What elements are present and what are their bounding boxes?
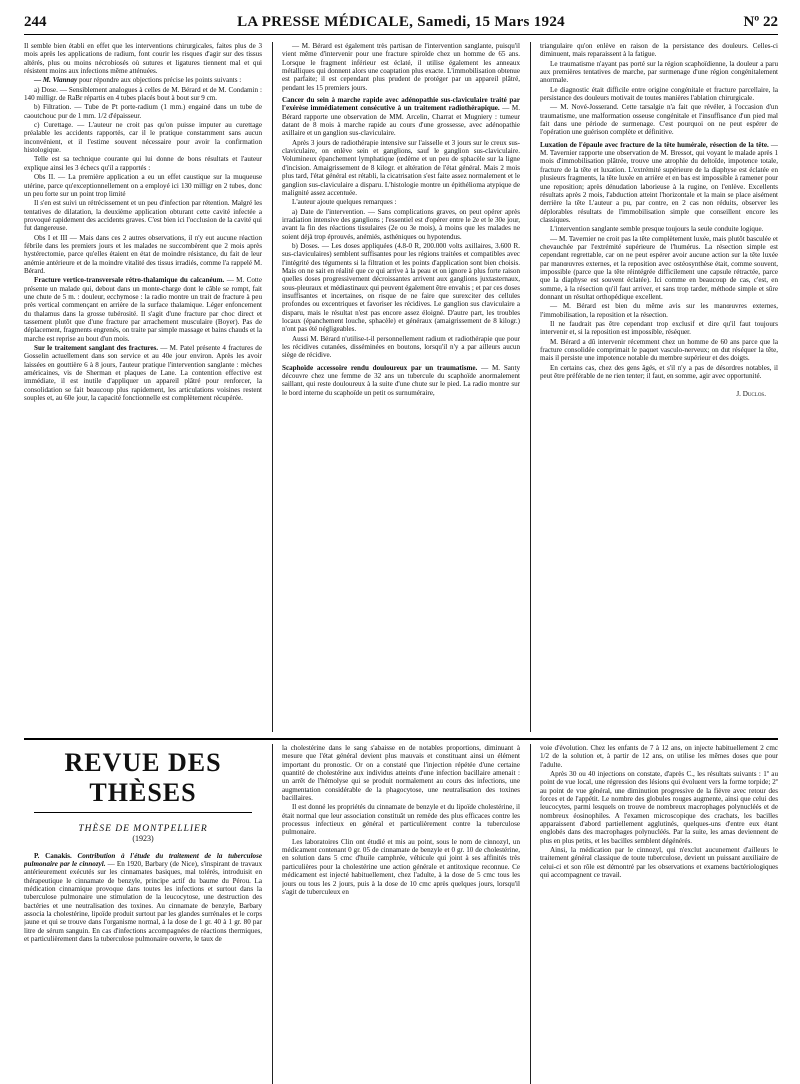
- column-divider: [272, 42, 273, 732]
- thesis-entry: [24, 852, 262, 944]
- paragraph: Obs I et III — Mais dans ces 2 autres observations, il n'y eut aucune réaction fébrile dans les premiers jours et les malades ne succombèrent que 2 mois après hystérectomie, parce qu'elles étaient en état de moindre résistance, du fait de leur anémie antérieure et de la moindre vitalité des tissus irradiés, comme l'a rappelé M. Bérard.: [24, 233, 262, 275]
- column-2: [282, 42, 520, 732]
- paragraph-text: — M. Santy découvre chez une femme de 32 ans un tubercule du scaphoïde anormalement saillant, qui reste douloureux à la suite d'une chute sur le pied. La radio montre sur le bord interne du scaphoïde un petit os surnuméraire,: [282, 363, 520, 397]
- paragraph: a) Dose. — Sensiblement analogues à celles de M. Bérard et de M. Condamin : 140 milligr. de RaBr répartis en 4 tubes placés bout à bout sur 9 cm.: [24, 85, 262, 103]
- paragraph: Ainsi, la médication par le cinnozyl, qui n'exclut aucunement d'ailleurs le traitement général classique de toute tuberculose, devient un puissant auxiliaire de celui-ci et son rôle est démontré par les observations et examens bactériologiques qui accompagnent ce travail.: [540, 846, 778, 880]
- section-heading: Scaphoïde accessoire rendu douloureux par un traumatisme.: [282, 363, 478, 372]
- paragraph: Après 30 ou 40 injections on constate, d'après C., les résultats suivants : 1º au point de vue local, une régression des lésions qui évoluent vers la forme torpide; 2º au point de vue général, une diminution progressive de la fièvre avec retour des forces et de l'appétit. Le nombre des globules rouges augmente, ainsi que celui des leucocytes, parmi lesquels on trouve de nombreux macrophages polynucléés et de nombreux éosinophiles. A l'examen microscopique des crachats, les bacilles apparaissent d'abord partiellement agglutinés, quelques-uns d'entre eux étant englobés dans des macrophages polynucléés. Par la suite, les amas deviennent de plus en plus petits, et les bacilles semblent dégénérés.: [540, 770, 778, 845]
- paragraph: Le diagnostic était difficile entre origine congénitale et fracture parcellaire, la persistance des douleurs motivait de toutes manières l'ablation chirurgicale.: [540, 85, 778, 103]
- speaker-name: — M. Viannay: [34, 76, 78, 85]
- section-paragraph: [540, 141, 778, 224]
- paragraph: Après 3 jours de radiothérapie intensive sur l'aisselle et 3 jours sur le creux sus-claviculaire, on enlève sein et ganglions, sauf le ganglion sus-claviculaire. Volumineux épanchement lymphatique (œdème et un peu de sphacèle sur la ligne d'incision. Amaigrissement de 8 kilogr. et altération de l'état général. Mais 2 mois plus tard, l'état général est rétabli, la cicatrisation s'est faite assez normalement et le ganglion sus-claviculaire a disparu. L'histologie montre un épithélioma atypique de malignité assez accentuée.: [282, 138, 520, 197]
- paragraph-text: pour répondre aux objections précise les points suivants :: [77, 76, 242, 85]
- section-separator: [24, 738, 778, 742]
- theses-column-2: [282, 744, 520, 1084]
- paragraph: triangulaire qu'on enlève en raison de la persistance des douleurs. Celles-ci diminuent, mais reparaissent à la fatigue.: [540, 42, 778, 59]
- paragraph: Il ne faudrait pas être cependant trop exclusif et dire qu'il faut toujours intervenir et, si la reposition est impossible, réséquer.: [540, 320, 778, 337]
- paragraph-text: — En 1920, Barbary (de Nice), s'inspirant de travaux antérieurement exécutés sur les cinnamates basiques, mal tolérés, introduisit en thérapeutique le cinnamate de benzyle, principe actif du baume du Pérou. La médication cinnamique provoque dans toutes les infections et surtout dans la tuberculose pulmonaire une stimulation de la leucocytose, une destruction des bactéries et une neutralisation des toxines. Au cinnamate de benzyle, Barbary associa la cholestérine, lipoïde produit surtout par les glandes surrénales et le corps jaune et qui se trouve dans l'organisme normal, à la dose de 1 gr. 40 à 1 gr. 80 par litre de sérum sanguin. En cas d'infections accompagnées de réactions thermiques, et particulièrement dans la tuberculose pulmonaire ouverte, le taux de: [24, 860, 262, 944]
- column-divider: [530, 42, 531, 732]
- paragraph: a) Date de l'intervention. — Sans complications graves, on peut opérer après irradiation intensive des ganglions ; l'essentiel est d'opérer entre le 2e et le 30e jour, avant la fin des réactions tissulaires (2e ou 3e mois), à moins que les malades ne soient déjà trop éprouvés, anémiés, asthéniques ou hypotendus.: [282, 207, 520, 241]
- paragraph: Il semble bien établi en effet que les interventions chirurgicales, faites plus de 3 mois après les applications de radium, font courir les risques d'agir sur des tissus altérés, plus ou moins nécrobiosés où sutures et ligatures tiennent mal et qui résistent moins aux infections même atténuées.: [24, 42, 262, 76]
- section-paragraph: [24, 344, 262, 402]
- paragraph-text: — M. Patel présente 4 fractures de Gosselin actuellement dans son service et au 40e jour environ. Après les avoir laissées en gouttière 6 à 8 jours, l'auteur pratique l'intervention sanglante : mèches américaines, vis de Sherman et plaques de Lane. La contention effective est immédiate, il est inutile d'appliquer un appareil plâtré pour renforcer, la consolidation se fait beaucoup plus rapidement, les articulations voisines restent souples et, au 60e jour, la capacité fonctionnelle est complètement récupérée.: [24, 344, 262, 403]
- paragraph: [24, 76, 262, 84]
- theses-column-3: [540, 744, 778, 1084]
- paragraph: En certains cas, chez des gens âgés, et s'il n'y a pas de désordres notables, il peut être préférable de ne rien tenter; il faut, en somme, agir avec opportunité.: [540, 363, 778, 381]
- paragraph-text: — M. Bérard rapporte une observation de MM. Arcelin, Charrat et Mugniery : tumeur datant de 8 mois à marche rapide au cours d'une grossesse, avec adénopathie axillaire et un ganglion sus-claviculaire.: [282, 104, 520, 138]
- paragraph: Le traumatisme n'ayant pas porté sur la région scaphoïdienne, la douleur a paru aux premières tentatives de marche, par surmenage d'une région congénitalement anormale.: [540, 59, 778, 85]
- page-number: 244: [24, 14, 47, 30]
- author-signature: J. Duclos.: [736, 390, 766, 399]
- paragraph: Obs II. — La première application a eu un effet caustique sur la muqueuse utérine, parce qu'exceptionnellement on a employé ici 130 milligr en 2 tubes, donc un peu forte sur un point trop limité: [24, 173, 262, 198]
- section-paragraph: [282, 364, 520, 397]
- paragraph: voie d'évolution. Chez les enfants de 7 à 12 ans, on injecte habituellement 2 cmc 1/2 de la solution et, à partir de 12 ans, on utilise les mêmes doses que pour l'adulte.: [540, 744, 778, 769]
- issue-number: Nº 22: [743, 14, 778, 30]
- page-header: [24, 12, 778, 35]
- article-columns: [24, 42, 778, 732]
- journal-title: LA PRESSE MÉDICALE, Samedi, 15 Mars 1924: [237, 14, 565, 30]
- paragraph: — M. Bérard est également très partisan de l'intervention sanglante, puisqu'il vient même d'intervenir pour une fracture spiroïde chez un homme de 65 ans. Lorsque le fragment inférieur est éclaté, il utilise également les anneaux métalliques qui donnent alors une coaptation plus exacte. L'immobilisation obtenue est parfaite; il est cependant plus prudent de protéger par un appareil plâtré, pendant les 15 premiers jours.: [282, 42, 520, 92]
- thesis-heading: THÈSE DE MONTPELLIER: [78, 824, 208, 834]
- paragraph: Telle est sa technique courante qui lui donne de bons résultats et l'auteur explique ainsi les 3 échecs qu'il a rapportés :: [24, 155, 262, 172]
- thesis-author: P. Canakis.: [34, 851, 72, 860]
- title-rule: [34, 812, 252, 813]
- column-divider: [530, 744, 531, 1084]
- column-3: [540, 42, 778, 732]
- paragraph: Il s'en est suivi un rétrécissement et un peu d'infection par rétention. Malgré les tentatives de dilatation, la deuxième application obturant cette cavité infectée a provoqué rapidement des accidents graves. C'est bien ici l'occlusion de la cavité qui fut dangereuse.: [24, 199, 262, 233]
- paragraph-text: — M. Cotte présente un malade qui, debout dans un monte-charge dont le câble se rompt, fait une chute de 5 m. : douleur, ecchymose : la radio montre un trait de fracture à peu près vertical commençant en arrière de la surface thalamique. Léger enfoncement du thalamus dans la grosse tubérosité. Il s'agit d'une fracture par choc direct et tassement plutôt que d'une fracture par arrachement musculaire (Boyer). Pas de déplacement, fragments engrenés, on traite par simple massage et bains chauds et la marche est reprise au bout d'un mois.: [24, 276, 262, 343]
- thesis-title: Contribution à l'étude du traitement de la tuberculose pulmonaire par le cinnozyl.: [24, 851, 262, 869]
- section-heading: Fracture vertico-transversale rétro-thalamique du calcanéum.: [34, 276, 225, 285]
- paragraph: Il est donné les propriétés du cinnamate de benzyle et du lipoïde cholestérine, il était normal que leur association constituât un remède des plus efficaces contre les processus infectieux en général et particulièrement contre la tuberculose pulmonaire.: [282, 803, 520, 837]
- paragraph: L'intervention sanglante semble presque toujours la seule conduite logique.: [550, 225, 764, 234]
- section-heading: Sur le traitement sanglant des fractures.: [34, 344, 159, 353]
- paragraph-text: — M. Tavernier rapporte une observation de M. Bressot, qui voyant le malade après 1 mois d'immobilisation plâtrée, trouve une atrophie du deltoïde, impotence totale, fracture de la tête et luxation. L'extrémité supérieure de la diaphyse est éclatée en plusieurs fragments, la tête luxée en arrière et en bas est impossible à ramener pour une reposition; après dénudation laborieuse à la rugine, on l'enlève. Excellents résultats après 2 mois, l'abduction atteint l'horizontale et la main se place aisément derrière la tête L'auteur a pu, par contre, en 2 cas non réduits, observer les déplorables résultats de l'immobilisation simple que conseillent encore les classiques.: [540, 140, 778, 224]
- paragraph: Aussi M. Bérard n'utilise-t-il personnellement radium et radiothérapie que pour les récidives cutanées, disséminées en boutons, lorsqu'il n'y a par ailleurs aucun siège de récidive.: [282, 334, 520, 360]
- paragraph: Les laboratoires Clin ont étudié et mis au point, sous le nom de cinnozyl, un médicament contenant 0 gr. 05 de cinnamate de benzyle et 0 gr. 10 de cholestérine, en solution dans 5 cmc d'huile camphrée, véhicule qui joint à ses affinités très particulières pour la cholestérine une action générale et antitoxique reconnue. Ce médicament est injecté habituellement, chez l'adulte, à la dose de 5 cmc tous les jours ou tous les 2 jours, puis à la dose de 10 cmc après quelques jours, lorsqu'il s'agit de tuberculeux en: [282, 837, 520, 896]
- section-heading: Cancer du sein à marche rapide avec adénopathie sus-claviculaire traité par l'exérèse immédiatement consécutive à un traitement radiothérapique.: [282, 96, 520, 113]
- section-paragraph: [282, 96, 520, 138]
- paragraph: — M. Nové-Josserand. Cette tarsalgie n'a fait que révéler, à l'occasion d'un traumatisme, une malformation osseuse congénitale et l'insuffisance d'un pied mal fait dans une période de surmenage. C'est pourquoi on ne peut espérer de l'opération une guérison complète et définitive.: [540, 103, 778, 137]
- paragraph: b) Filtration. — Tube de Pt porte-radium (1 mm.) engainé dans un tube de caoutchouc pur de 1 mm. 1/2 d'épaisseur.: [24, 103, 262, 120]
- paragraph: la cholestérine dans le sang s'abaisse en de notables proportions, diminuant à mesure que l'état général devient plus mauvais et constituant ainsi un élément important du pronostic. Or on a constaté que l'injection répétée d'une certaine quantité de cholestérine aux individus atteints d'une infection bacillaire amenait : un arrêt de l'hémolyse qui se produit normalement au cours des infections, une augmentation considérable de la phagocytose, une neutralisation des toxines bacillaires.: [282, 744, 520, 803]
- section-paragraph: [24, 276, 262, 343]
- paragraph: L'auteur ajoute quelques remarques :: [292, 198, 397, 207]
- theses-section: [24, 744, 778, 1084]
- theses-column-1: [24, 744, 262, 1084]
- paragraph: — M. Tavernier ne croit pas la tête complètement luxée, mais plutôt basculée et chevauchée par l'extrémité supérieure de l'humérus. La résection simple est cependant regrettable, car on ne peut espérer avoir aucune action sur la tête luxée par manœuvres externes, et la reposition avec ostéosynthèse était, comme souvent, impossible (parce que la tête réintégrée difficilement une capsule rétractée, parce que la diaphyse est souvent éclatée). Ici comme en beaucoup de cas, c'est, en somme, à la résection qu'il faut arriver, et sans trop tarder, méthode simple et sûre donnant un résultat orthopédique excellent.: [540, 234, 778, 301]
- column-1: [24, 42, 262, 732]
- section-title: REVUE DES THÈSES: [64, 748, 222, 807]
- journal-page: [24, 12, 778, 944]
- paragraph: — M. Bérard est bien du même avis sur les manœuvres externes, l'immobilisation, la reposition et la résection.: [540, 302, 778, 319]
- paragraph: M. Bérard a dû intervenir récemment chez un homme de 60 ans parce que la fracture consolidée comprimait le paquet vasculo-nerveux; on dut réséquer la tête, mais il persiste une impotence notable du membre supérieur et des doigts.: [540, 337, 778, 363]
- section-heading: Luxation de l'épaule avec fracture de la tête humérale, résection de la tête.: [540, 140, 769, 149]
- paragraph: b) Doses. — Les doses appliquées (4.8-0 R, 200.000 volts axillaires, 3.600 R. sus-claviculaires) semblent suffisantes pour les régions traitées et compatibles avec l'intégrité des téguments si la filtration et les points d'application sont bien choisis. Mais on ne sait en réalité que ce qui arrive à la peau et on ignore à plus forte raison quelles doses progressivement décroissantes arrivent aux ganglions juxtasternaux, sous-pleuraux et médiastinaux qui peuvent également être envahis ; et par ces doses insuffisantes et incertaines, on risque de ne faire que surexciter des cellules profondes ou excentriques et favoriser les récidives. Le ganglion sus claviculaire a disparu, mais le résultat n'est pas encore assez éloigné. D'autre part, les troubles locaux (épanchement louche, sphacèle) et généraux (amaigrissement de 8 kilogr.) n'ont pas été négligeables.: [282, 241, 520, 334]
- paragraph: c) Curettage. — L'auteur ne croit pas qu'on puisse imputer au curettage préalable les accidents rapportés, car il le pratique constamment sans aucun inconvénient, et il l'estime souvent nécessaire pour avoir la confirmation histologique.: [24, 121, 262, 155]
- thesis-year: (1923): [132, 834, 154, 844]
- column-divider: [272, 744, 273, 1084]
